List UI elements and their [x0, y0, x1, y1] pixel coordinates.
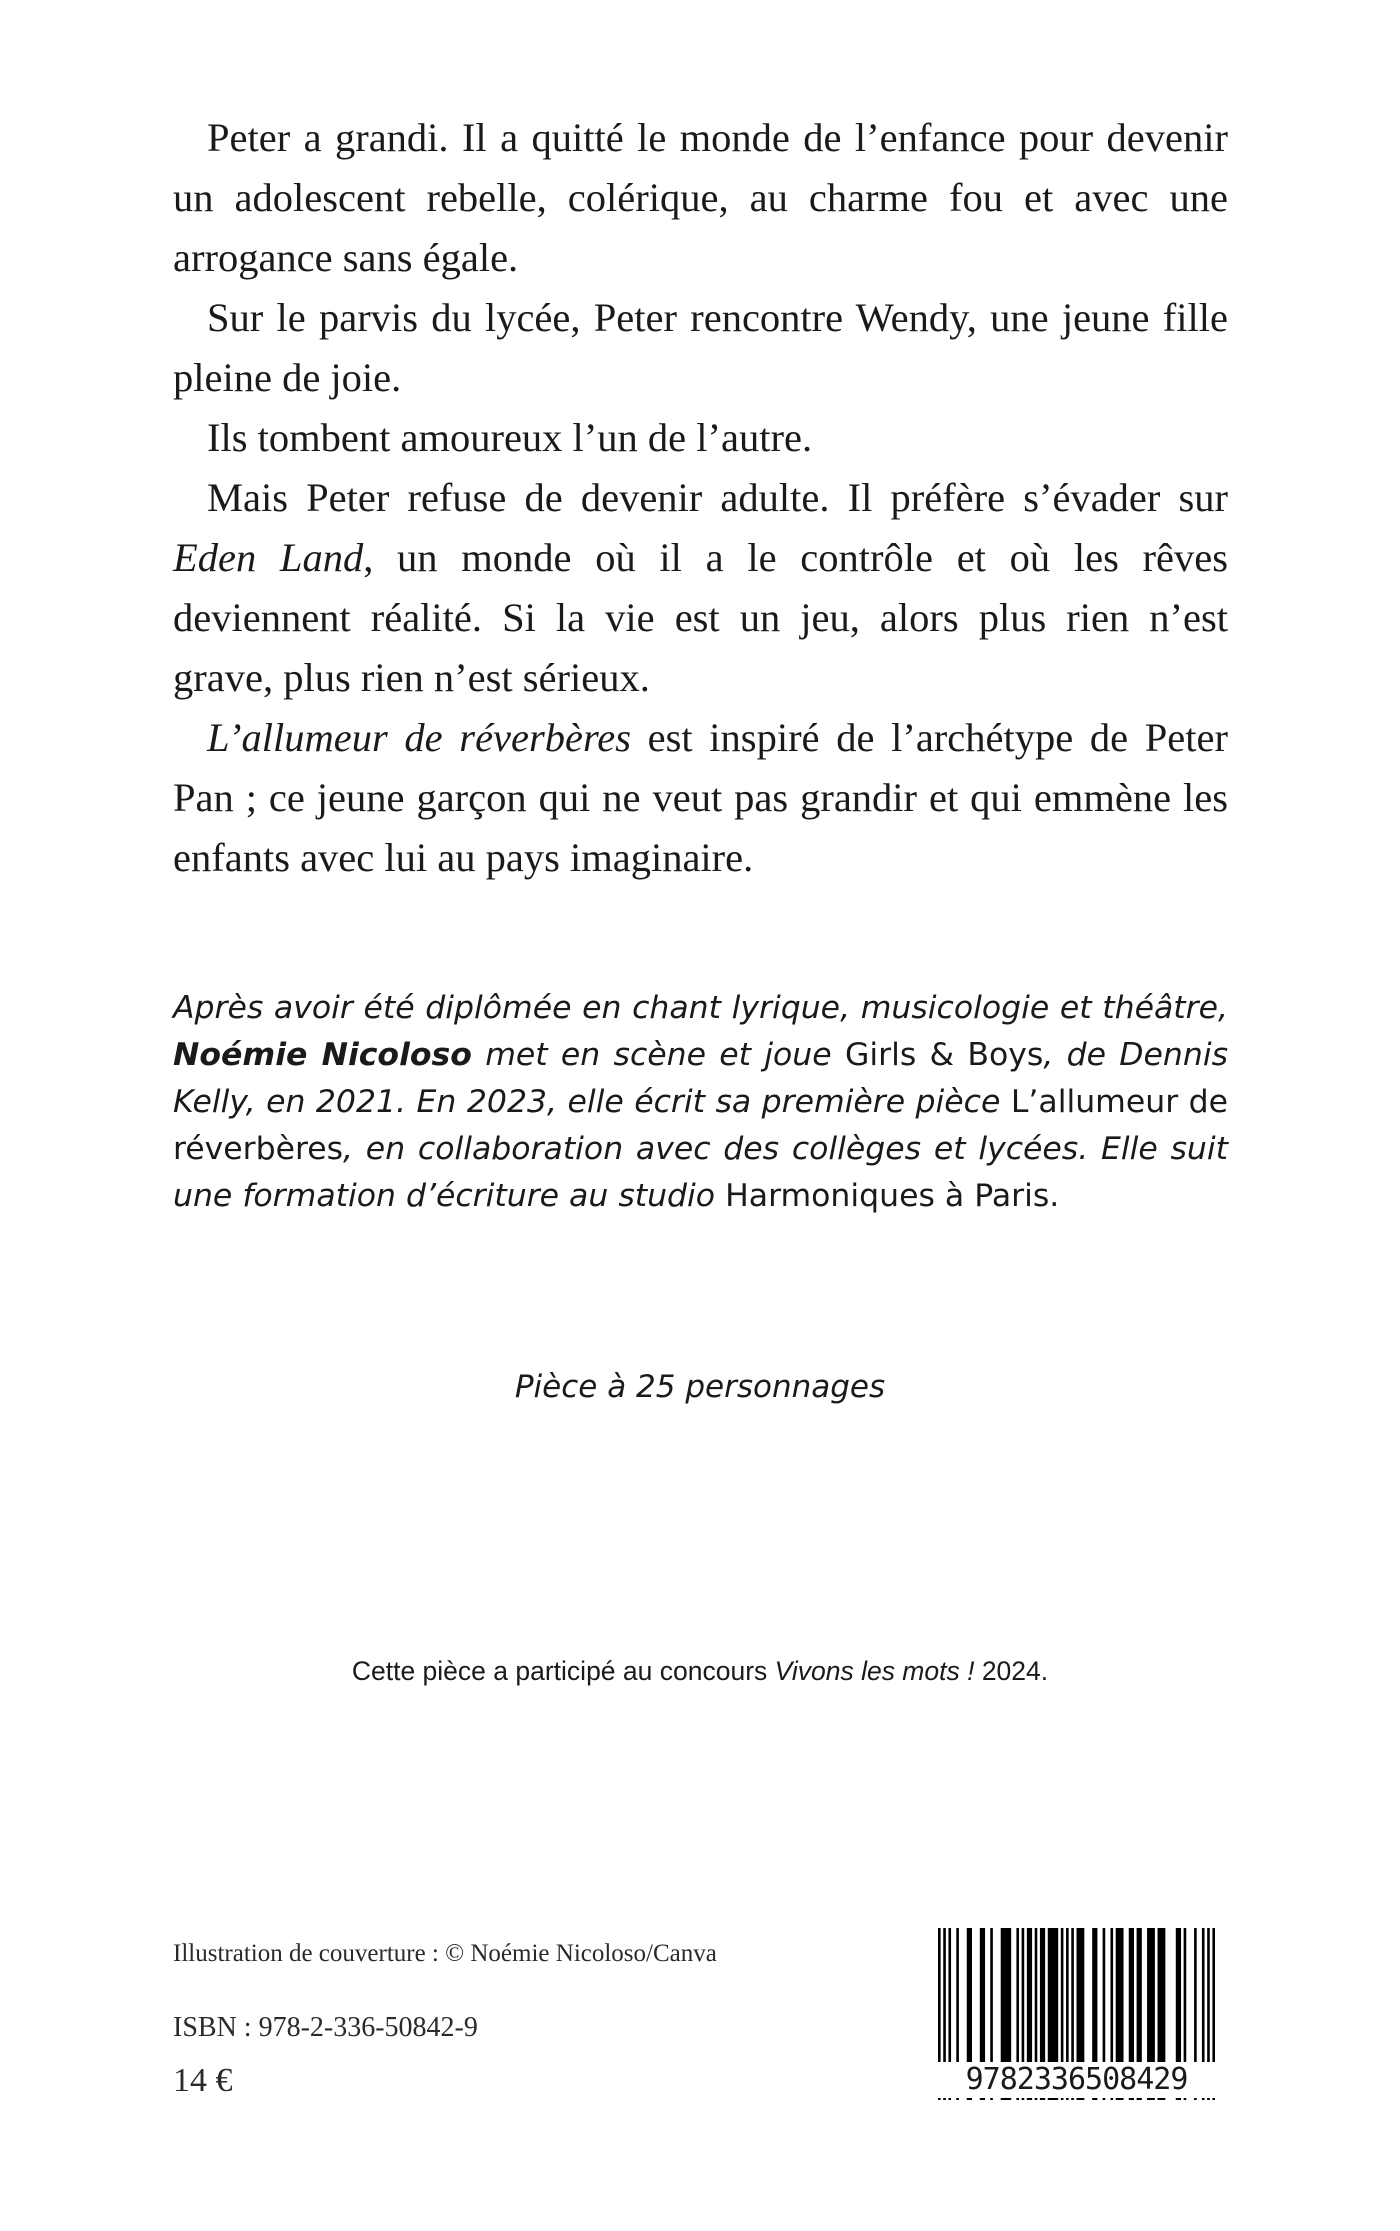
blurb-paragraph-1: Peter a grandi. Il a quitté le monde de l’enfance pour devenir un adolescent rebelle, colérique, au charme fou et avec une arrogance sans égale.: [173, 115, 1228, 280]
author-bio: [173, 985, 1228, 1220]
bio-studio: Harmoniques: [725, 1178, 935, 1214]
cover-credit: Illustration de couverture : © Noémie Nicoloso/Canva: [173, 1940, 717, 1967]
blurb-p5-end: est inspiré de l’archétype de Peter Pan ; ce jeune garçon qui ne veut pas grandir et qui emmène les enfants avec lui au pays imaginaire.: [173, 715, 1228, 880]
bio-work-2: L’allumeur de réverbères: [173, 1084, 1228, 1167]
bio-part-5: à Paris.: [934, 1178, 1060, 1214]
price: 14 €: [173, 2062, 233, 2099]
bio-work-1: Girls & Boys: [844, 1037, 1044, 1073]
blurb-p4-end: , un monde où il a le contrôle et où les rêves deviennent réalité. Si la vie est un jeu, alors plus rien n’est grave, plus rien n’est sérieux.: [173, 535, 1229, 700]
barcode-digits: 9782336508429: [938, 2062, 1215, 2098]
contest-note: [0, 1653, 1400, 1689]
cast-note: Pièce à 25 personnages: [514, 1369, 886, 1405]
contest-before: Cette pièce a participé au concours: [351, 1656, 775, 1686]
contest-name: Vivons les mots !: [774, 1656, 975, 1686]
blurb-paragraph-4: [173, 468, 1228, 708]
blurb-p4-start: Mais Peter refuse de devenir adulte. Il préfère s’évader sur: [207, 475, 1228, 520]
bio-part-3: , de Dennis Kelly, en 2021. En 2023, elle écrit sa première pièce: [173, 1037, 1229, 1120]
bio-author-name: Noémie Nicoloso: [173, 1037, 472, 1073]
blurb-paragraph-5: [173, 708, 1228, 888]
blurb-paragraph-3: Ils tombent amoureux l’un de l’autre.: [207, 415, 813, 460]
isbn: ISBN : 978-2-336-50842-9: [173, 2012, 478, 2043]
blurb-p4-title: Eden Land: [173, 535, 364, 580]
blurb-p5-title: L’allumeur de réverbères: [207, 715, 631, 760]
blurb-paragraph-2-text: Sur le parvis du lycée, Peter rencontre Wendy, une jeune fille pleine de joie.: [173, 295, 1228, 400]
bio-part-1: Après avoir été diplômée en chant lyrique, musicologie et théâtre,: [173, 990, 1228, 1026]
bio-part-4: , en collaboration avec des collèges et lycées. Elle suit une formation d’écriture au studio: [173, 1131, 1228, 1214]
blurb-paragraph-2: [173, 288, 1228, 408]
contest-after: 2024.: [974, 1656, 1049, 1686]
bio-part-2: met en scène et joue: [471, 1037, 845, 1073]
back-cover-blurb: [173, 108, 1228, 888]
